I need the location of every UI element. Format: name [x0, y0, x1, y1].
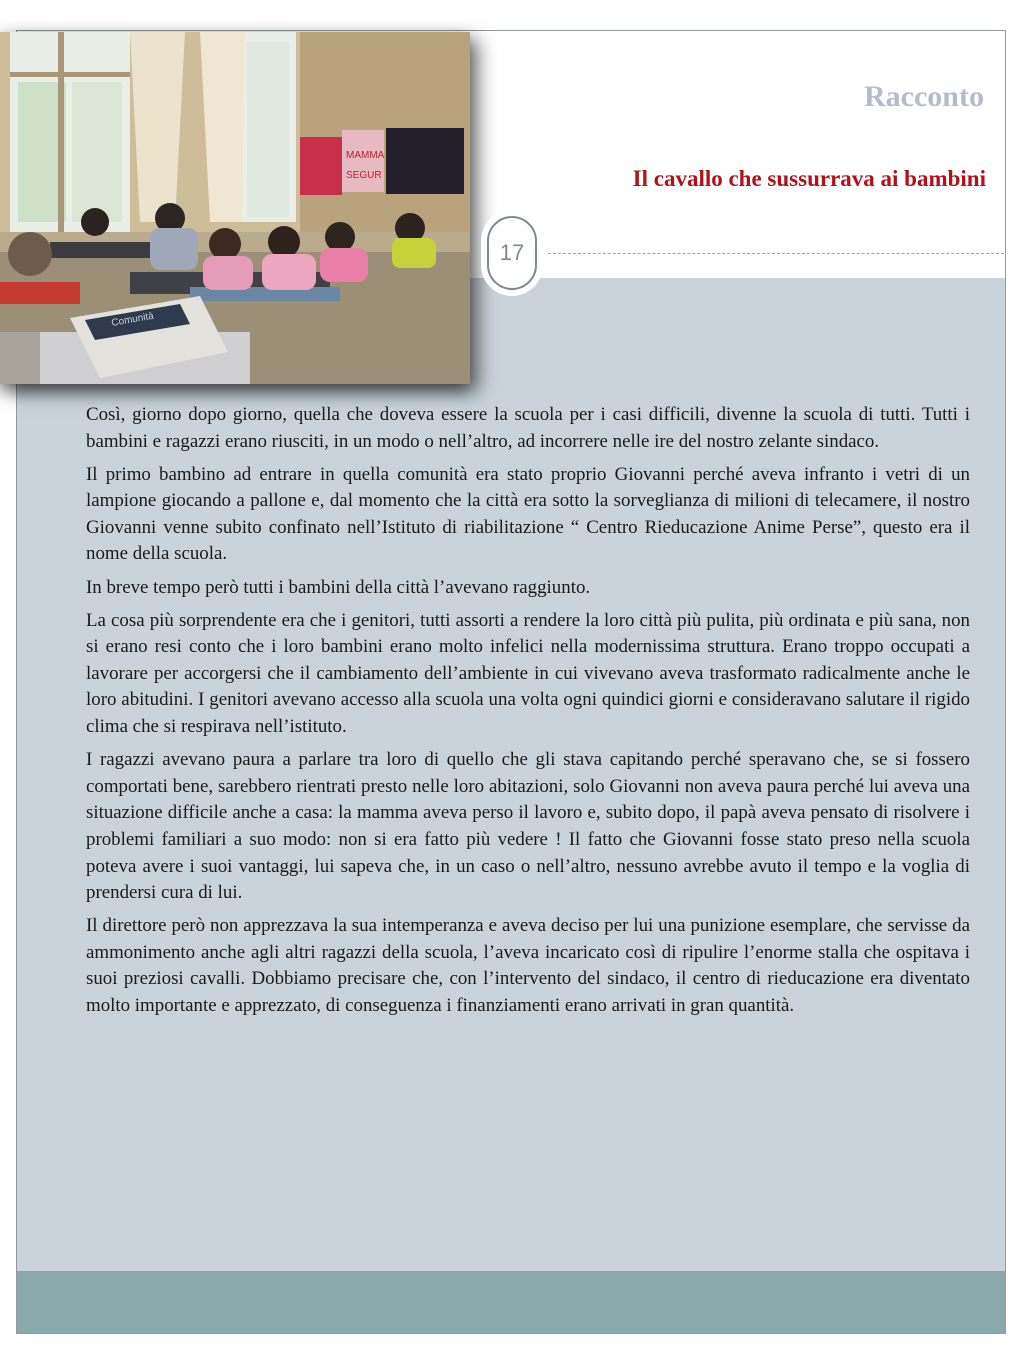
paragraph: Il direttore però non apprezzava la sua intemperanza e aveva deciso per lui una punizione esemplare, che servisse da ammonimento anche agli altri ragazzi della scuola, l’aveva incaricato così di ripulire l’enorme stalla che ospitava i suoi preziosi cavalli. Dobbiamo precisare che, con l’intervento del sindaco, il centro di rieducazione era diventato molto importante e apprezzato, di conseguenza i finanziamenti erano arrivati in gran quantità. — [86, 915, 970, 1016]
section-label: Racconto — [864, 80, 984, 113]
paragraph: I ragazzi avevano paura a parlare tra loro di quello che gli stava capitando perché speravano che, se si fossero comportati bene, sarebbero rientrati presto nelle loro abitazioni, solo Giovanni non aveva paura perché lui aveva una situazione difficile anche a casa: la mamma aveva perso il lavoro e, subito dopo, il papà aveva pensato di risolvere i problemi familiari a suo modo: non si era fatto più vedere ! Il fatto che Giovanni fosse stato preso nella scuola poteva avere i suoi vantaggi, lui sapeva che, in un caso o nell’altro, nessuno avrebbe avuto il tempo e la voglia di prendersi cura di lui. — [86, 749, 970, 904]
poster-text: SEGUR — [346, 170, 382, 181]
classroom-photo — [0, 32, 470, 384]
posters — [300, 128, 464, 195]
paragraph: Il primo bambino ad entrare in quella comunità era stato proprio Giovanni perché aveva infranto i vetri di un lampione giocando a pallone e, dal momento che la città era sotto la sorveglianza di milioni di telecamere, il nostro Giovanni venne subito confinato nell’Istituto di riabilitazione “ Centro Rieducazione Anime Perse”, questo era il nome della scuola. — [86, 463, 970, 565]
story-title: Il cavallo che sussurrava ai bambini — [632, 166, 986, 191]
divider-line — [548, 253, 1004, 254]
story-text — [86, 402, 970, 1026]
poster-text: MAMMA — [346, 150, 385, 161]
paragraph: In breve tempo però tutti i bambini della città l’avevano raggiunto. — [86, 576, 591, 598]
page-number-badge — [481, 210, 543, 296]
book-text: Comunità — [110, 310, 155, 329]
paragraph: La cosa più sorprendente era che i genitori, tutti assorti a rendere la loro città più pulita, più ordinata e più sana, non si erano resi conto che i loro bambini erano molto infelici nella modernissima struttura. Erano troppo occupati a lavorare per accorgersi che il cambiamento dell’ambiente in cui vivevano aveva trasformato radicalmente anche le loro abitudini. I genitori avevano accesso alla scuola una volta ogni quindici giorni e consideravano salutare il rigido clima che si respirava nell’istituto. — [86, 609, 970, 738]
page-number-ring — [487, 216, 537, 290]
paragraph: Così, giorno dopo giorno, quella che doveva essere la scuola per i casi difficili, divenne la scuola di tutti. Tutti i bambini e ragazzi erano riusciti, in un modo o nell’altro, ad incorrere nelle ire del nostro zelante sindaco. — [86, 404, 970, 452]
footer-band — [17, 1271, 1005, 1333]
page-number: 17 — [499, 240, 525, 265]
